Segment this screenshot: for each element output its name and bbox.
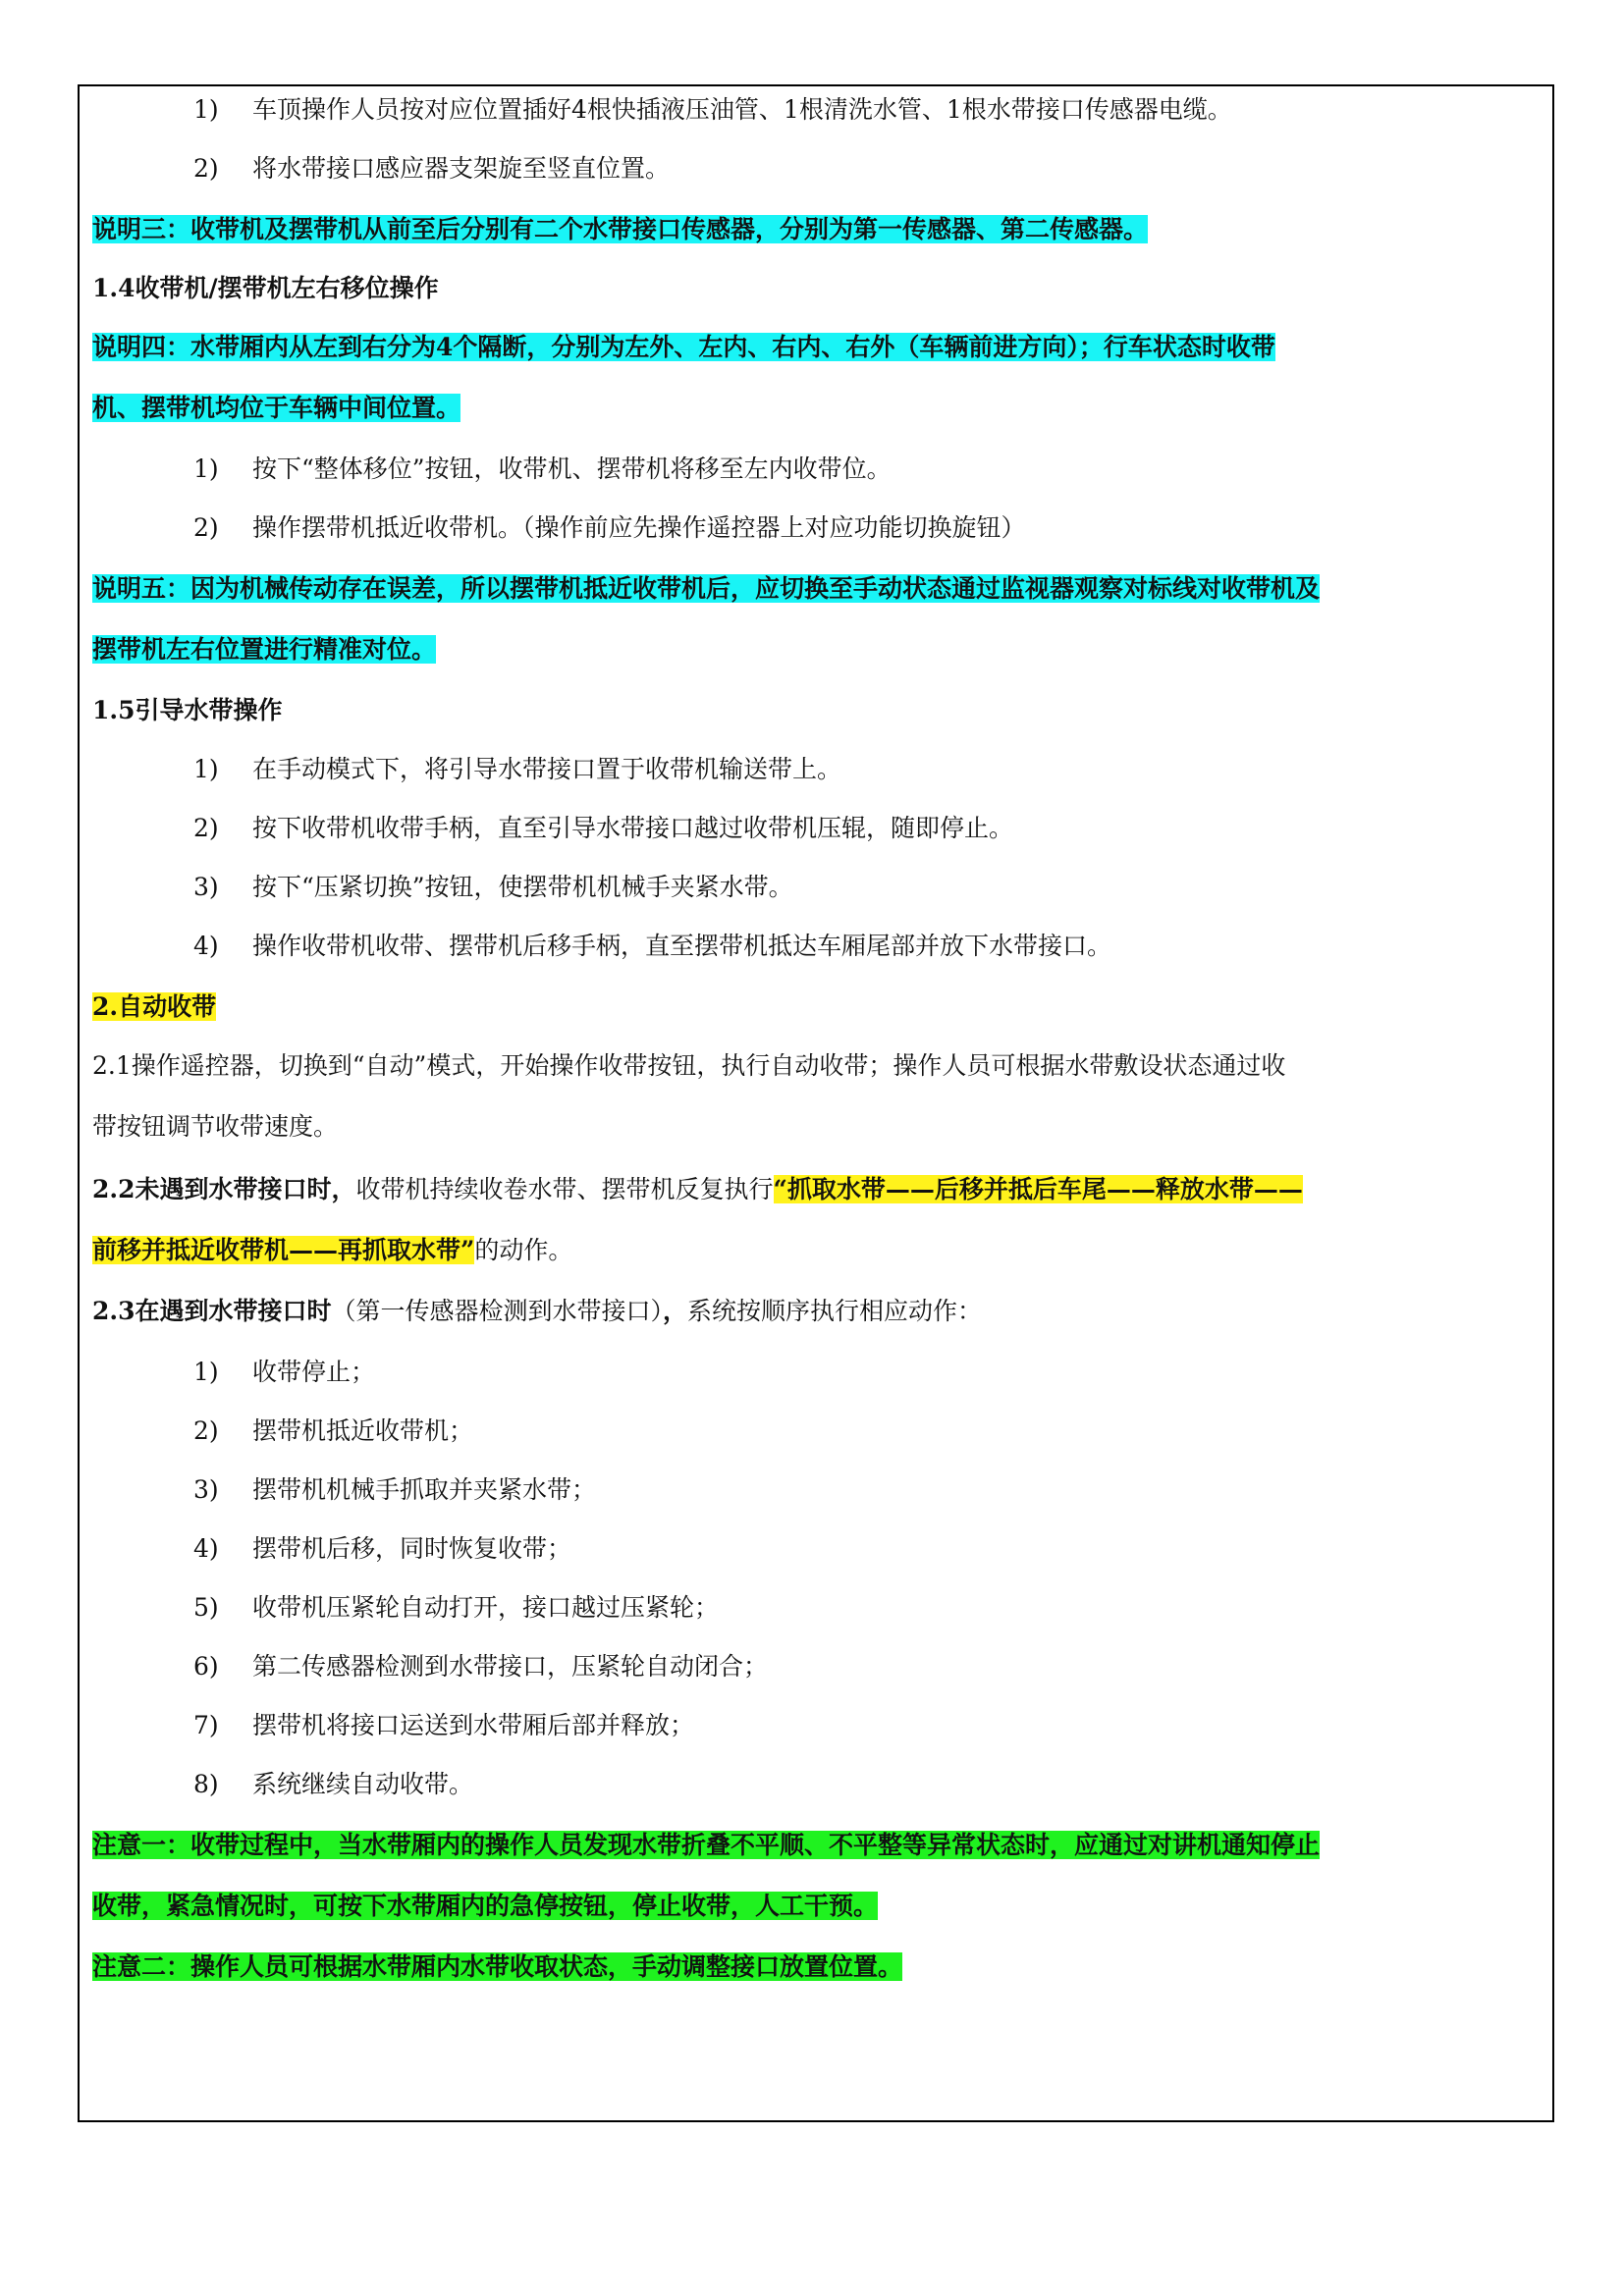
attention-two: 注意二：操作人员可根据水带厢内水带收取状态，手动调整接口放置位置。 (92, 1952, 903, 1981)
list-item: 6) 第二传感器检测到水带接口，压紧轮自动闭合； (193, 1652, 769, 1681)
attention-one-line1: 注意一：收带过程中，当水带厢内的操作人员发现水带折叠不平顺、不平整等异常状态时，应通过对讲机通知停止 (92, 1831, 1321, 1859)
list-item: 3) 摆带机机械手抓取并夹紧水带； (193, 1475, 597, 1504)
list-item: 4) 摆带机后移，同时恢复收带； (193, 1534, 572, 1563)
para-2-1-line1: 2.1操作遥控器，切换到“自动”模式，开始操作收带按钮，执行自动收带；操作人员可根据水带敷设状态通过收 (92, 1051, 1286, 1080)
list-item: 2) 摆带机抵近收带机； (193, 1416, 474, 1445)
list-item: 1) 收带停止； (193, 1358, 376, 1386)
heading-1-5: 1.5引导水带操作 (92, 696, 283, 724)
list-item: 1) 按下“整体移位”按钮，收带机、摆带机将移至左内收带位。 (193, 454, 892, 483)
heading-section-2: 2.自动收带 (92, 992, 217, 1021)
list-item: 3) 按下“压紧切换”按钮，使摆带机机械手夹紧水带。 (193, 873, 793, 901)
list-item: 2) 操作摆带机抵近收带机。（操作前应先操作遥控器上对应功能切换旋钮） (193, 513, 1026, 542)
list-item: 7) 摆带机将接口运送到水带厢后部并释放； (193, 1711, 695, 1739)
list-item: 2) 将水带接口感应器支架旋至竖直位置。 (193, 154, 671, 183)
list-item: 8) 系统继续自动收带。 (193, 1770, 474, 1798)
para-2-2-line2: 前移并抵近收带机——再抓取水带”的动作。 (92, 1236, 573, 1264)
list-item: 2) 按下收带机收带手柄，直至引导水带接口越过收带机压辊，随即停止。 (193, 814, 1014, 842)
list-item: 1) 在手动模式下，将引导水带接口置于收带机输送带上。 (193, 755, 842, 783)
list-item: 5) 收带机压紧轮自动打开，接口越过压紧轮； (193, 1593, 720, 1622)
list-item: 4) 操作收带机收带、摆带机后移手柄，直至摆带机抵达车厢尾部并放下水带接口。 (193, 932, 1112, 960)
heading-1-4: 1.4收带机/摆带机左右移位操作 (92, 274, 439, 302)
para-2-1-line2: 带按钮调节收带速度。 (92, 1112, 339, 1141)
list-item: 1) 车顶操作人员按对应位置插好4根快插液压油管、1根清洗水管、1根水带接口传感器电缆。 (193, 95, 1232, 124)
note-three: 说明三：收带机及摆带机从前至后分别有二个水带接口传感器，分别为第一传感器、第二传感器。 (92, 215, 1149, 243)
note-four-line2: 机、摆带机均位于车辆中间位置。 (92, 394, 461, 422)
para-2-3: 2.3在遇到水带接口时（第一传感器检测到水带接口），系统按顺序执行相应动作： (92, 1297, 983, 1325)
attention-one-line2: 收带，紧急情况时，可按下水带厢内的急停按钮，停止收带，人工干预。 (92, 1892, 879, 1920)
note-four-line1: 说明四：水带厢内从左到右分为4个隔断，分别为左外、左内、右内、右外（车辆前进方向）；行车状态时收带 (92, 333, 1275, 361)
para-2-2-line1: 2.2未遇到水带接口时，收带机持续收卷水带、摆带机反复执行“抓取水带——后移并抵后车尾——释放水带—— (92, 1175, 1303, 1203)
note-five-line1: 说明五：因为机械传动存在误差，所以摆带机抵近收带机后，应切换至手动状态通过监视器观察对标线对收带机及 (92, 574, 1321, 603)
note-five-line2: 摆带机左右位置进行精准对位。 (92, 635, 437, 664)
